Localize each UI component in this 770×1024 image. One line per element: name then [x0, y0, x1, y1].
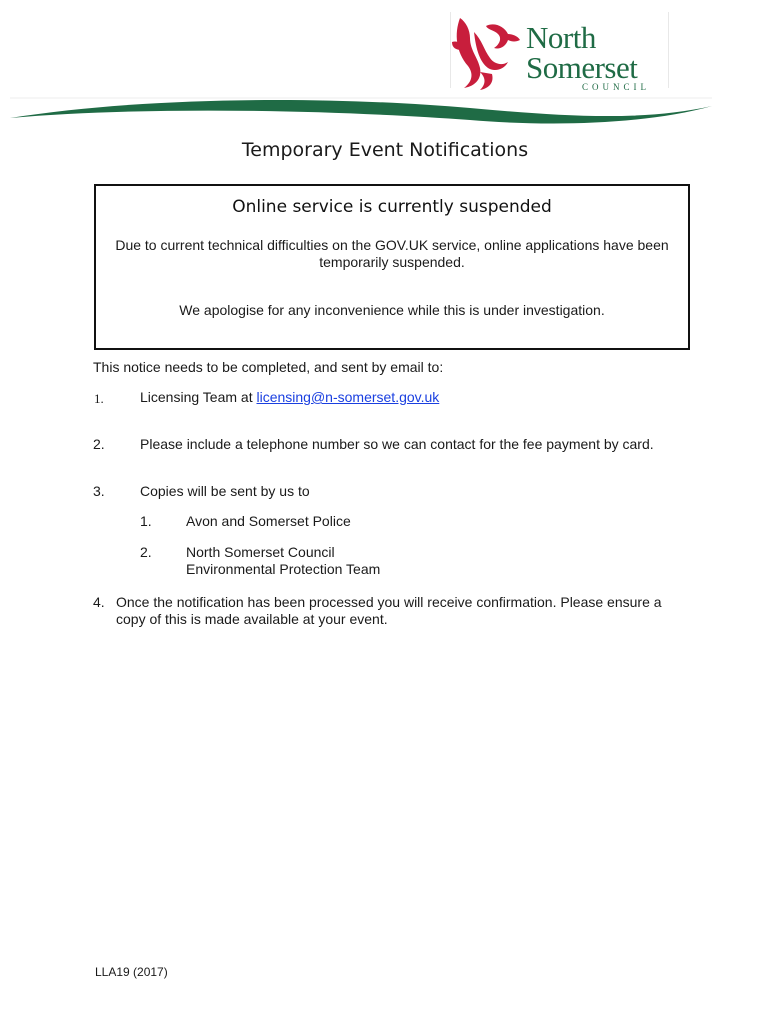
sub-item-number: 2. [140, 544, 152, 560]
logo-text-somerset: Somerset [526, 50, 638, 85]
logo-text-north: North [526, 20, 596, 55]
sub-item-text-line1: North Somerset Council [186, 544, 335, 560]
list-item-text: Please include a telephone number so we can contact for the fee payment by card. [140, 436, 654, 452]
intro-text: This notice needs to be completed, and sent by email to: [93, 359, 444, 375]
list-item-text: Copies will be sent by us to [140, 483, 310, 499]
list-item-number: 1. [94, 391, 104, 406]
form-reference-footer: LLA19 (2017) [95, 965, 168, 979]
notice-heading: Online service is currently suspended [232, 197, 552, 217]
dragon-icon [450, 12, 526, 92]
sub-item-number: 1. [140, 513, 152, 529]
sub-item-text: Avon and Somerset Police [186, 513, 351, 529]
list-item [140, 389, 439, 406]
page-title: Temporary Event Notifications [241, 139, 529, 161]
header-swoosh [0, 92, 770, 132]
licensing-email-link[interactable]: licensing@n-somerset.gov.uk [256, 389, 440, 405]
logo-text-council: COUNCIL [582, 82, 650, 92]
notice-paragraph-2: We apologise for any inconvenience while this is under investigation. [179, 302, 605, 318]
list-item-number: 2. [93, 436, 105, 452]
list-item-text: Once the notification has been processed you will receive confirmation. Please ensure a copy of this is made available at your event. [116, 594, 662, 627]
sub-item-text-line2: Environmental Protection Team [186, 561, 381, 577]
list-item-number: 3. [93, 483, 105, 499]
notice-paragraph-1: Due to current technical difficulties on the GOV.UK service, online applications have been temporarily suspended. [115, 237, 669, 270]
council-logo [450, 12, 670, 92]
list-item-number: 4. [93, 594, 105, 610]
list-item-text: Licensing Team at [140, 389, 257, 405]
suspension-notice-box [94, 184, 690, 350]
